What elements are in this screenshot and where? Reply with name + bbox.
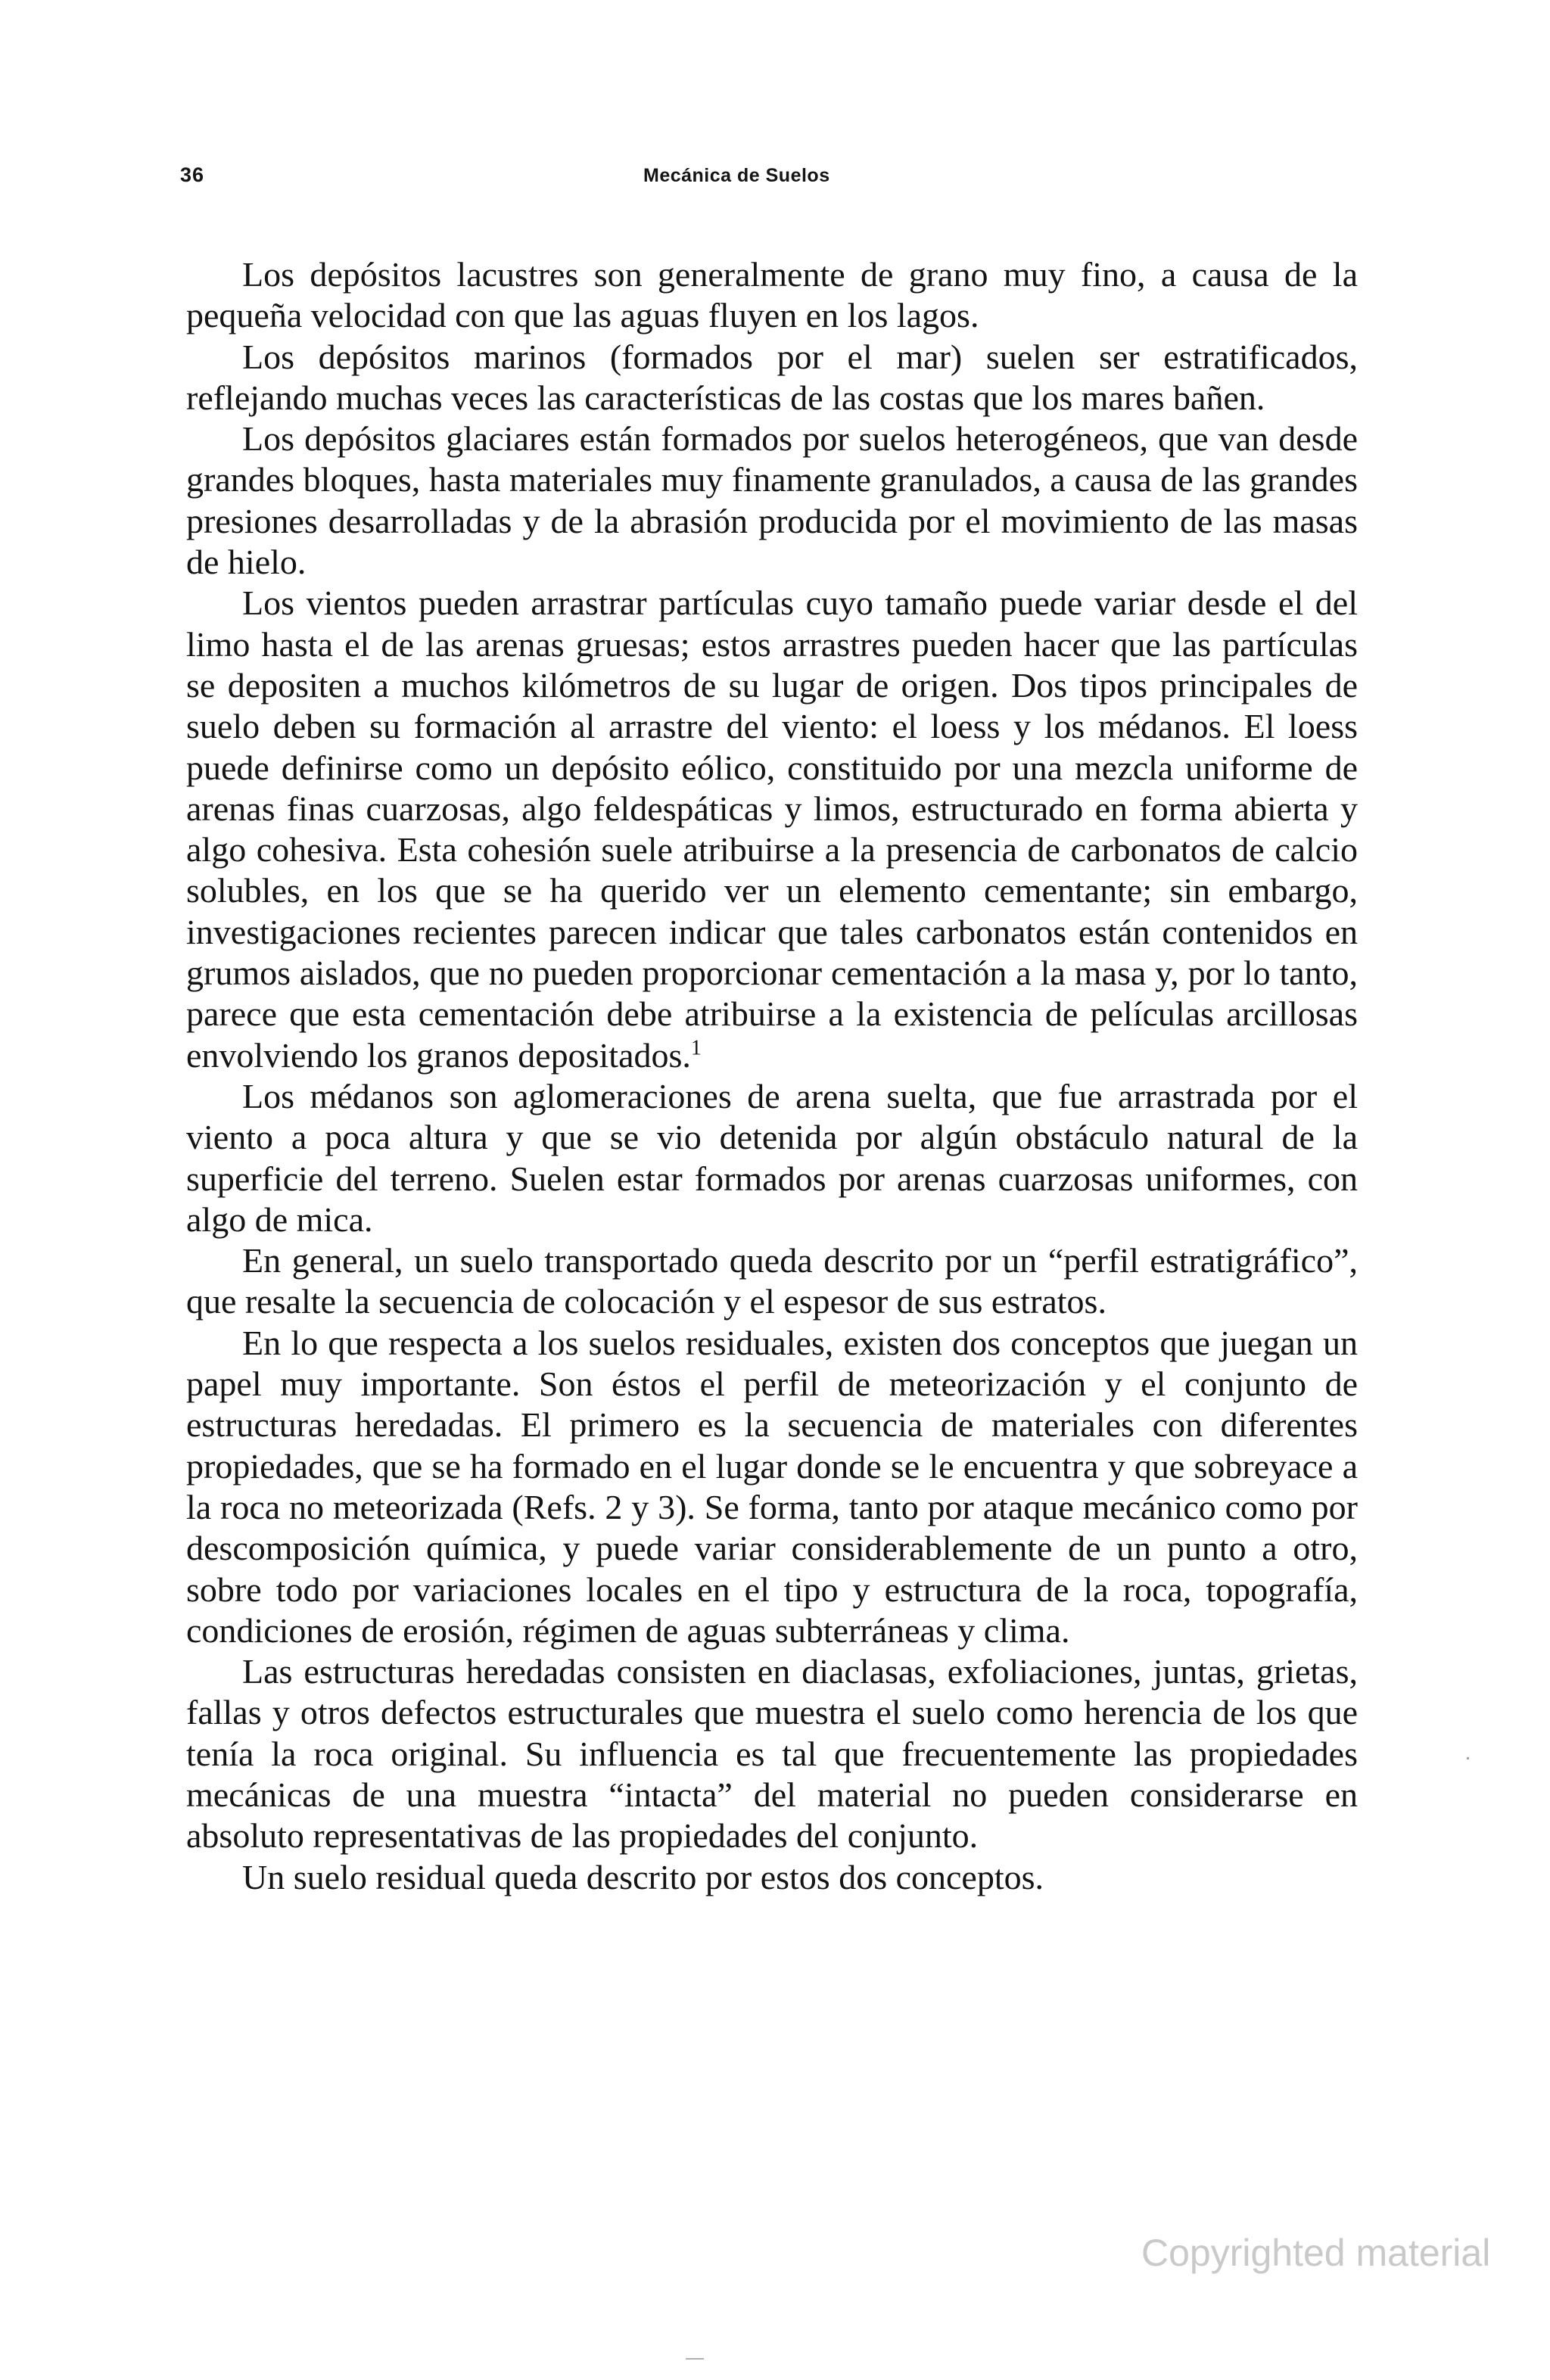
body-text — [186, 254, 1358, 1898]
margin-speck — [1467, 1757, 1469, 1759]
page-number: 36 — [180, 163, 205, 186]
paragraph: Los médanos son aglomeraciones de arena suelta, que fue arrastrada por el viento a poca altura y que se vio detenida por algún obstáculo natural de la superficie del terreno. Suelen estar formados por arenas cuarzosas uniformes, con algo de mica. — [186, 1076, 1358, 1239]
paragraph: En lo que respecta a los suelos residuales, existen dos conceptos que juegan un papel muy importante. Son éstos el perfil de meteorización y el conjunto de estructuras heredadas. El primero es la secuencia de materiales con diferentes propiedades, que se ha formado en el lugar donde se le encuentra y que sobreyace a la roca no meteorizada (Refs. 2 y 3). Se forma, tanto por ataque mecánico como por descomposición química, y puede variar considerablemente de un punto a otro, sobre todo por variaciones locales en el tipo y estructura de la roca, topografía, condiciones de erosión, régimen de aguas subterráneas y clima. — [186, 1323, 1358, 1650]
bottom-scan-mark — [686, 2358, 704, 2360]
paragraph: Un suelo residual queda descrito por estos dos conceptos. — [242, 1857, 1044, 1896]
paragraph — [186, 583, 1358, 1076]
paragraph: Las estructuras heredadas consisten en diaclasas, exfoliaciones, juntas, grietas, fallas y otros defectos estructurales que muestra el suelo como herencia de los que tenía la roca original. Su influencia es tal que frecuentemente las propiedades mecánicas de una muestra “intacta” del material no pueden considerarse en absoluto representativas de las propiedades del conjunto. — [186, 1652, 1358, 1856]
paragraph: Los depósitos marinos (formados por el mar) suelen ser estratificados, reflejando muchas veces las características de las costas que los mares bañen. — [186, 337, 1358, 417]
paragraph: Los depósitos glaciares están formados por suelos heterogéneos, que van desde grandes bloques, hasta materiales muy finamente granulados, a causa de las grandes presiones desarrolladas y de la abrasión producida por el movimiento de las masas de hielo. — [186, 419, 1358, 582]
footnote-reference: 1 — [690, 1036, 702, 1060]
paragraph: En general, un suelo transportado queda descrito por un “perfil estratigráfico”, que resalte la secuencia de colocación y el espesor de sus estratos. — [186, 1241, 1358, 1321]
running-head: Mecánica de Suelos — [643, 165, 830, 186]
copyright-watermark: Copyrighted material — [1141, 2232, 1491, 2274]
paragraph: Los depósitos lacustres son generalmente de grano muy fino, a causa de la pequeña velocidad con que las aguas fluyen en los lagos. — [186, 255, 1358, 335]
paragraph-text: Los vientos pueden arrastrar partículas cuyo tamaño puede variar desde el del limo hasta el de las arenas gruesas; estos arrastres pueden hacer que las partículas se depositen a muchos kilómetros de su lugar de origen. Dos tipos principales de suelo deben su formación al arrastre del viento: el loess y los médanos. El loess puede definirse como un depósito eólico, constituido por una mezcla uniforme de arenas finas cuarzosas, algo feldespáticas y limos, estructurado en forma abierta y algo cohesiva. Esta cohesión suele atribuirse a la presencia de carbonatos de calcio solubles, en los que se ha querido ver un elemento cementante; sin embargo, investigaciones recientes parecen indicar que tales carbonatos están contenidos en grumos aislados, que no pueden proporcionar cementación a la masa y, por lo tanto, parece que esta cementación debe atribuirse a la existencia de películas arcillosas envolviendo los granos depositados. — [186, 583, 1358, 1075]
